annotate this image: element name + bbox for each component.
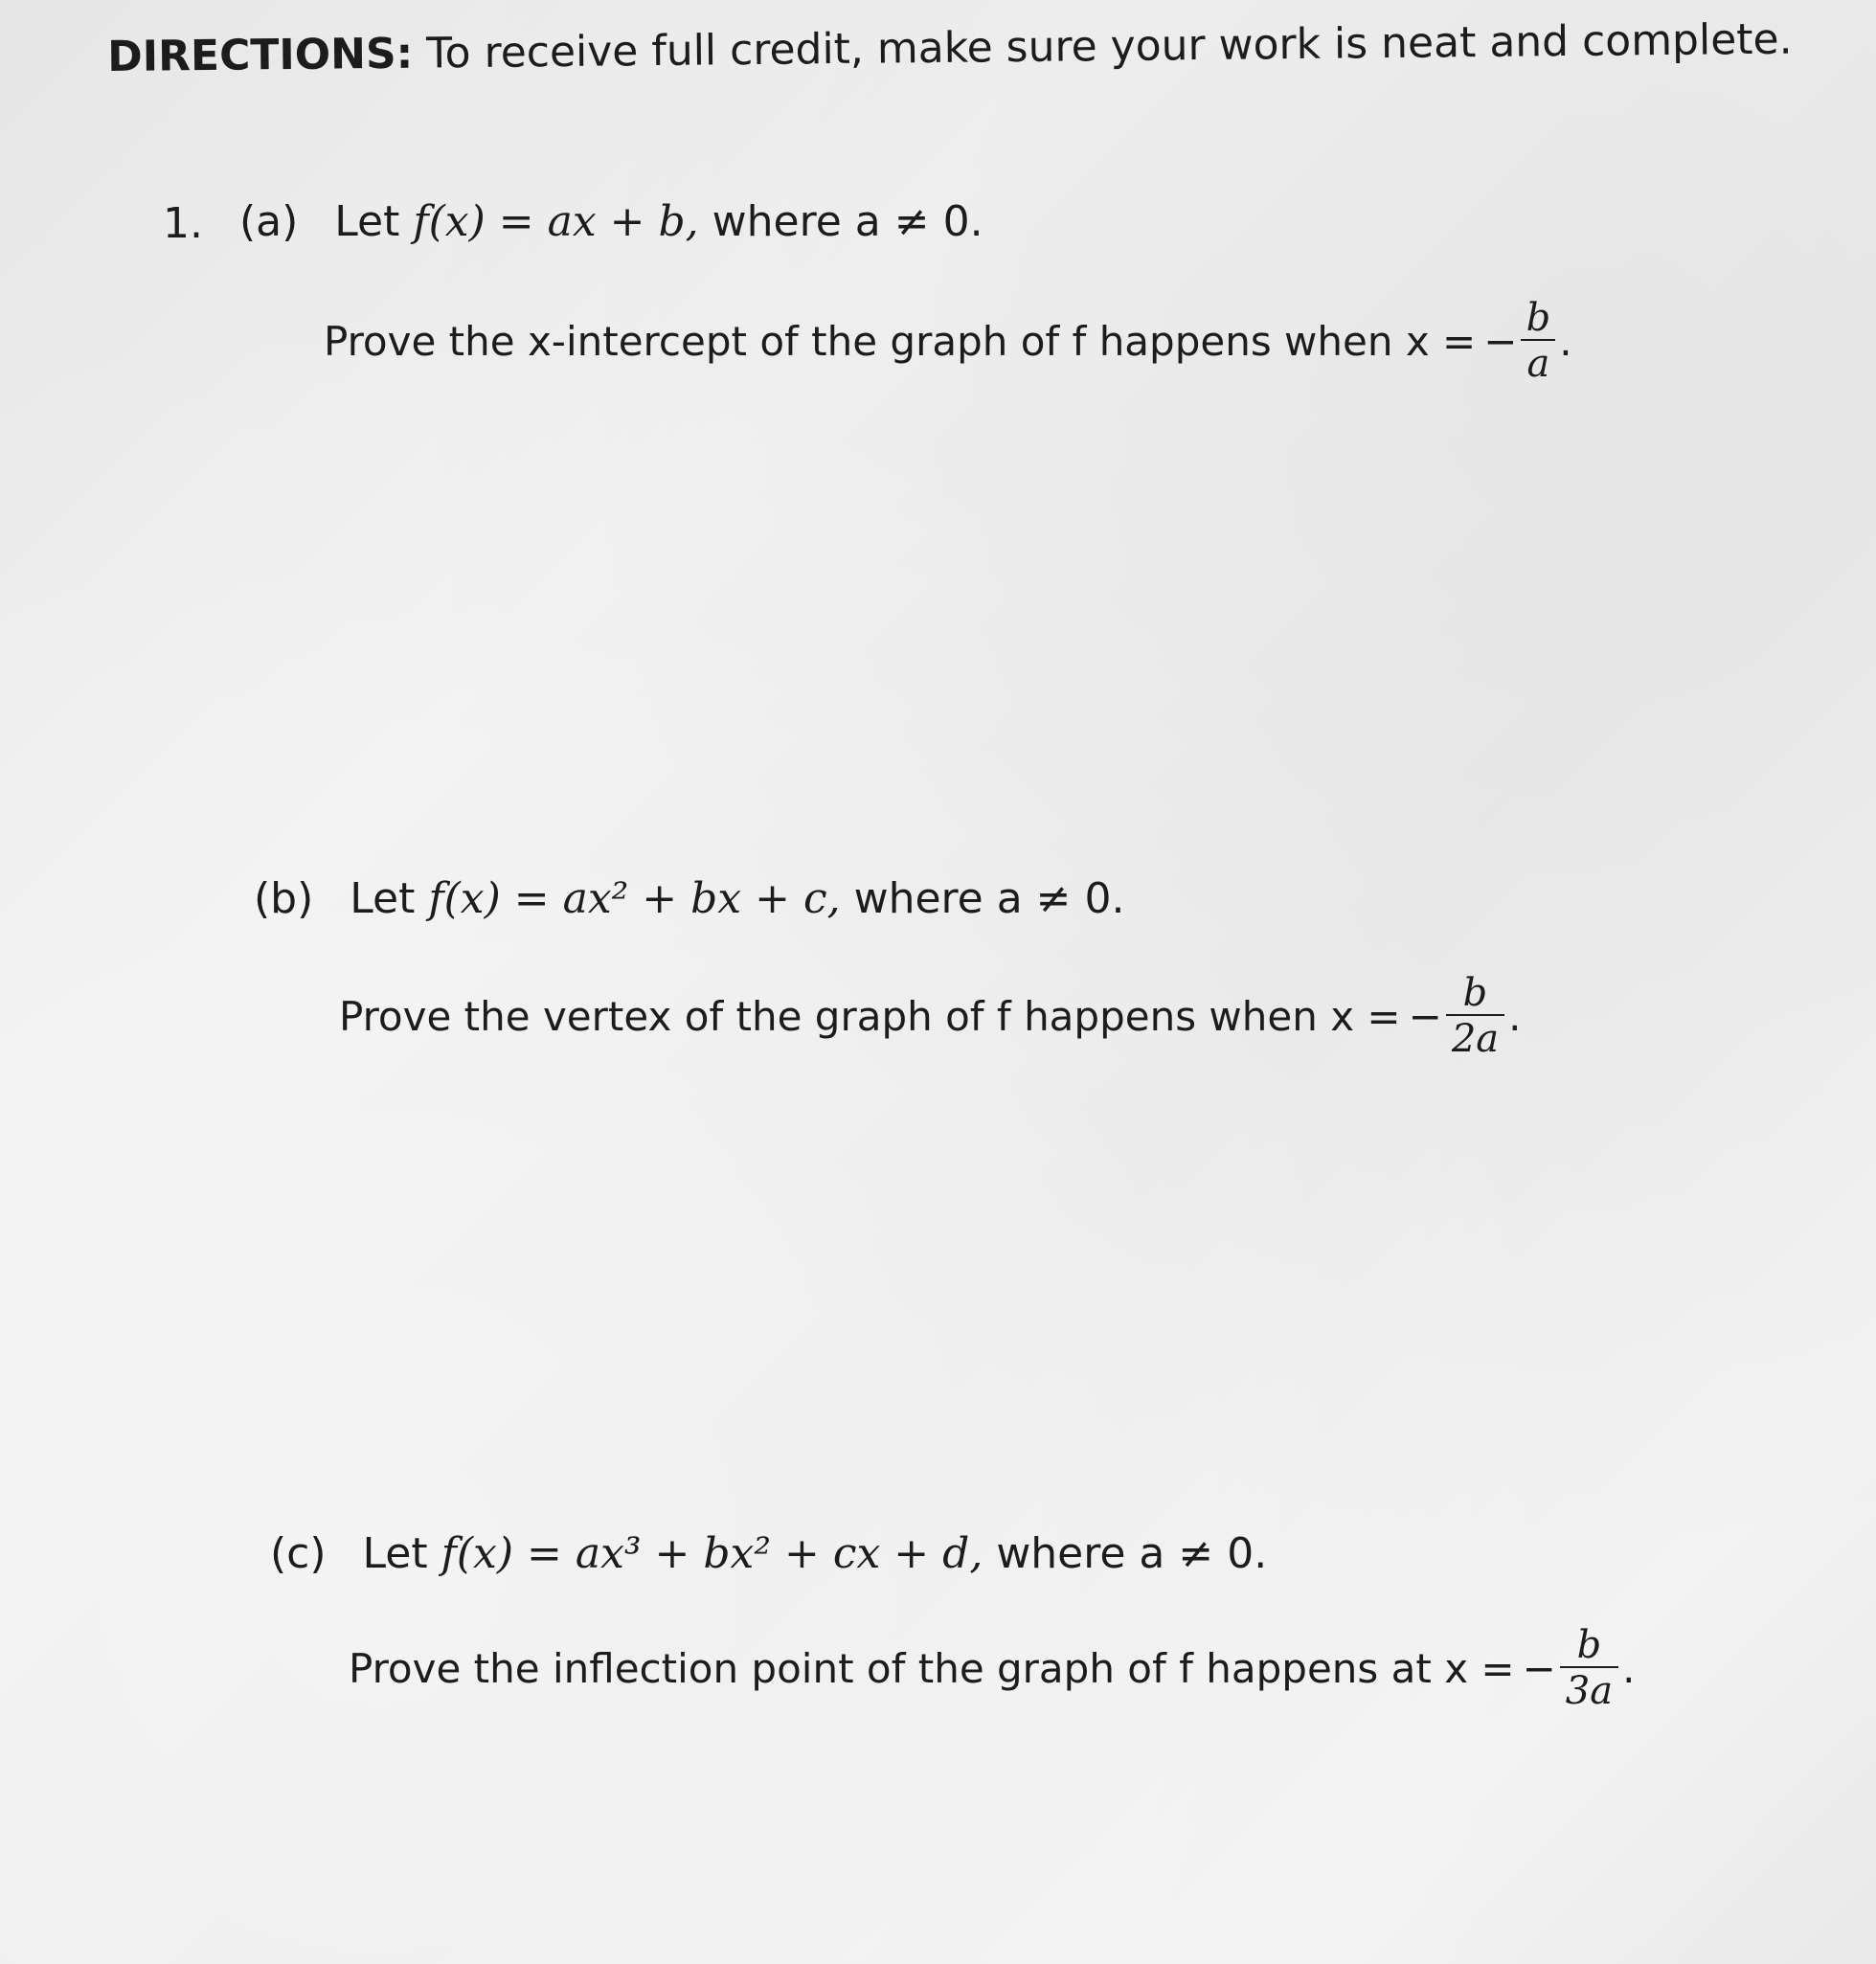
part-a-function: f(x) = ax + b, — [413, 197, 699, 246]
part-a-label: (a) — [239, 197, 299, 246]
directions-label: DIRECTIONS: — [106, 29, 414, 81]
part-c-function: f(x) = ax³ + bx² + cx + d, — [441, 1529, 983, 1578]
part-b-result-end: . — [1508, 992, 1522, 1040]
part-b-result-sign: − — [1408, 992, 1442, 1040]
part-c-result-numerator: b — [1576, 1623, 1602, 1667]
part-a-condition: where a ≠ 0. — [712, 197, 983, 246]
part-c-statement — [270, 1529, 1268, 1578]
part-a-statement — [239, 197, 983, 246]
part-b-result-denominator: 2a — [1446, 1014, 1504, 1060]
directions — [106, 14, 1793, 81]
part-b-prove — [339, 972, 1521, 1060]
part-a-result-numerator: b — [1526, 296, 1551, 340]
part-b-result-numerator: b — [1462, 971, 1488, 1015]
part-a-intro: Let — [334, 197, 400, 246]
part-b-result-fraction — [1446, 972, 1504, 1060]
part-a-prove-text: Prove the x-intercept of the graph of f happens when x = — [324, 317, 1477, 365]
part-c-result-end: . — [1622, 1644, 1636, 1692]
part-c-result-denominator: 3a — [1560, 1666, 1618, 1712]
part-b-function: f(x) = ax² + bx + c, — [428, 874, 841, 923]
directions-text: To receive full credit, make sure your work is neat and complete. — [425, 14, 1793, 79]
part-c-condition: where a ≠ 0. — [996, 1529, 1268, 1578]
part-a-result-sign: − — [1483, 317, 1518, 365]
part-a-result-denominator: a — [1521, 339, 1555, 385]
part-b-prove-text: Prove the vertex of the graph of f happens when x = — [339, 992, 1401, 1040]
part-b-statement — [254, 874, 1125, 923]
part-a-prove — [324, 297, 1572, 385]
part-c-prove-text: Prove the inflection point of the graph of f happens at x = — [349, 1644, 1515, 1692]
part-c-intro: Let — [362, 1529, 428, 1578]
part-b-intro: Let — [350, 874, 416, 923]
part-c-label: (c) — [270, 1529, 327, 1578]
part-c-result-fraction — [1560, 1624, 1618, 1712]
part-c-result-sign: − — [1522, 1644, 1556, 1692]
part-b-condition: where a ≠ 0. — [853, 874, 1125, 923]
part-c-prove — [349, 1624, 1635, 1712]
part-a-result-end: . — [1559, 317, 1572, 365]
problem-number: 1. — [163, 199, 203, 248]
part-b-label: (b) — [254, 874, 314, 923]
part-a-result-fraction — [1521, 297, 1555, 385]
